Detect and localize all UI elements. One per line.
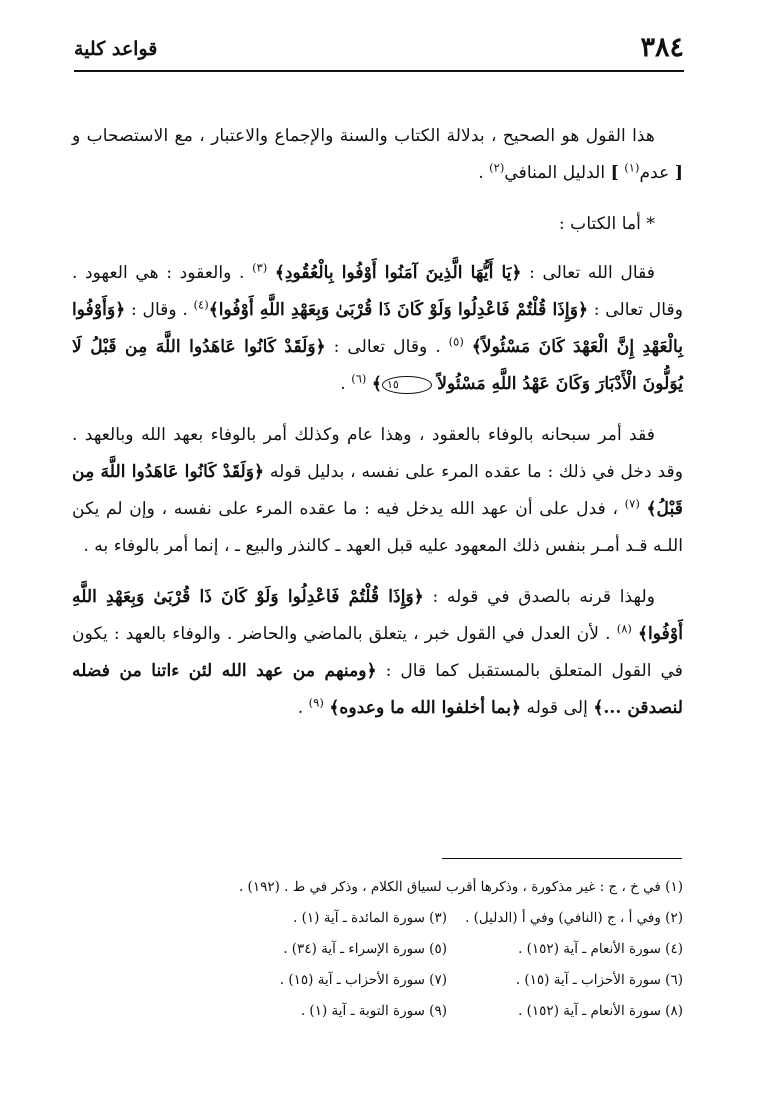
text-run: . لأن العدل في القول خبر ، يتعلق بالماضي والحاضر . والوفاء بالعهد : يكون في القول المتعلق بالمستقبل كما قال :: [72, 624, 683, 681]
footnote-ref-6: (٦): [351, 371, 367, 386]
quran-quote: ﴿وَإِذَا قُلْتُمْ فَاعْدِلُوا وَلَوْ كَانَ ذَا قُرْبَىٰ وَبِعَهْدِ اللَّهِ أَوْفُوا﴾: [72, 587, 683, 644]
close-bracket: ]: [610, 163, 619, 183]
text-run: . والعقود : هي العهود . وقال تعالى :: [72, 263, 683, 320]
quran-quote: ﴿وَلَقَدْ كَانُوا عَاهَدُوا اللَّهَ مِن قَبْلُ﴾: [72, 462, 683, 519]
quran-quote: ﴿بما أخلفوا الله ما وعدوه﴾: [329, 698, 522, 718]
footnotes: [80, 872, 683, 1027]
quran-quote: ﴿يَا أَيُّهَا الَّذِينَ آمَنُوا أَوْفُوا بِالْعُقُودِ﴾: [274, 263, 522, 283]
text-run: . وقال :: [131, 300, 188, 320]
text-run: هذا القول هو الصحيح ، بدلالة الكتاب والسنة والإجماع والاعتبار ، مع الاستصحاب و: [72, 126, 655, 146]
heading-text: * أما الكتاب :: [558, 214, 655, 234]
footnote-separator: [442, 858, 682, 859]
paragraph-4: [72, 579, 683, 727]
quran-quote: ﴿وَلَقَدْ كَانُوا عَاهَدُوا اللَّهَ مِن قَبْلُ لَا يُوَلُّونَ الْأَدْبَارَ وَكَانَ عَهْدُ اللَّهِ مَسْئُولاً: [72, 337, 683, 394]
footnote-3: (٣) سورة المائدة ـ آية (١) .: [293, 910, 447, 926]
text-run: .: [340, 374, 346, 394]
footnote-1: (١) في خ ، ج : غير مذكورة ، وذكرها أقرب لسياق الكلام ، وذكر في ط . (١٩٢) .: [238, 879, 683, 895]
section-heading: [72, 206, 683, 243]
main-text: [72, 118, 683, 741]
footnote-ref-7: (٧): [624, 496, 640, 511]
text-run: ولهذا قرنه بالصدق في قوله :: [432, 587, 656, 607]
text-run: ، فدل على أن عهد الله يدخل فيه : ما عقده المرء على نفسه ، وإن لم يكن اللـه قـد أمـر بنفس ذلك المعهود عليه قبل العهد ـ كالنذر والبيع ـ ، إنما أمر بالوفاء به .: [72, 499, 683, 556]
footnote-ref-5: (٥): [448, 334, 464, 349]
text-run: فقال الله تعالى :: [529, 263, 656, 283]
footnote-6: (٦) سورة الأحزاب ـ آية (١٥) .: [515, 972, 683, 988]
open-bracket: [: [674, 163, 683, 183]
footnote-ref-8: (٨): [616, 621, 632, 636]
footnote-ref-2: (٢): [489, 160, 505, 175]
footnote-9: (٩) سورة التوبة ـ آية (١) .: [300, 1003, 447, 1019]
text-run: عدم: [639, 163, 670, 183]
footnote-row: [80, 965, 683, 996]
footnote-5: (٥) سورة الإسراء ـ آية (٣٤) .: [283, 941, 447, 957]
text-run: . وقال تعالى :: [333, 337, 441, 357]
footnote-ref-9: (٩): [308, 695, 324, 710]
footnote-ref-1: (١): [624, 160, 640, 175]
text-run: فقد أمر سبحانه بالوفاء بالعقود ، وهذا عام وكذلك أمر بالوفاء بعهد الله وبالعهد . وقد دخل في ذلك : ما عقده المرء على نفسه ، بدليل قوله: [72, 425, 684, 482]
quran-quote: ﴿وَإِذَا قُلْتُمْ فَاعْدِلُوا وَلَوْ كَانَ ذَا قُرْبَىٰ وَبِعَهْدِ اللَّهِ أَوْفُوا﴾: [208, 300, 589, 320]
quote-close-bracket: ﴾: [371, 374, 382, 394]
paragraph-3: [72, 417, 683, 565]
footnote-8: (٨) سورة الأنعام ـ آية (١٥٢) .: [518, 1003, 683, 1019]
footnote-row: [80, 996, 683, 1027]
footnote-2: (٢) وفي أ ، ج (النافي) وفي أ (الدليل) .: [465, 910, 683, 926]
text-run: .: [478, 163, 484, 183]
text-run: .: [297, 698, 304, 718]
text-run: الدليل المنافي: [504, 163, 606, 183]
footnote-row: [80, 903, 683, 934]
page-header: [74, 30, 684, 70]
footnote-row: [80, 934, 683, 965]
paragraph-1: [72, 118, 683, 192]
footnote-7: (٧) سورة الأحزاب ـ آية (١٥) .: [279, 972, 447, 988]
quran-quote: ﴿ومنهم من عهد الله لئن ءاتنا من فضله لنصدقن ...﴾: [72, 661, 683, 718]
quran-quote: ﴿وَأَوْفُوا بِالْعَهْدِ إِنَّ الْعَهْدَ كَانَ مَسْئُولاً﴾: [72, 300, 684, 357]
paragraph-2: [72, 255, 683, 403]
page-number: ٣٨٤: [640, 32, 684, 63]
footnote-ref-3: (٣): [252, 260, 268, 275]
header-rule: [74, 70, 684, 72]
text-run: إلى قوله: [526, 698, 588, 718]
footnote-ref-4: (٤): [193, 297, 209, 312]
ayah-number-marker: ١٥: [382, 376, 432, 394]
footnote-4: (٤) سورة الأنعام ـ آية (١٥٢) .: [518, 941, 683, 957]
running-title: قواعد كلية: [74, 38, 158, 60]
